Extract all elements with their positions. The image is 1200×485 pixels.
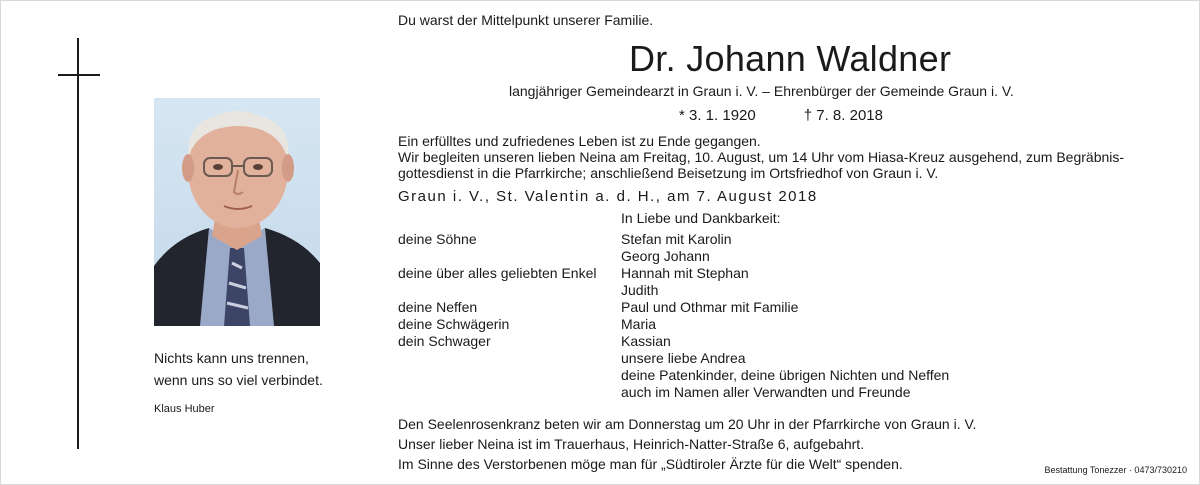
quote-line: wenn uns so viel verbindet. [154,372,323,388]
relation: deine Söhne [398,231,477,247]
mourner-names: Judith [621,282,659,298]
announcement-line: Ein erfülltes und zufriedenes Leben ist zu Ende gegangen. [398,133,761,149]
intro-line: Du warst der Mittelpunkt unserer Familie. [398,12,654,28]
mourner-names: Kassian [621,333,671,349]
portrait-illustration [154,98,320,326]
life-dates [679,108,883,124]
announcement-line: Wir begleiten unseren lieben Neina am Freitag, 10. August, um 14 Uhr vom Hiasa-Kreuz ausgehend, zum Begräbnis- [398,149,1125,165]
relation: deine über alles geliebten Enkel [398,265,597,281]
mourner-names: Georg Johann [621,248,710,264]
closing-line: Im Sinne des Verstorbenen möge man für „Südtiroler Ärzte für die Welt“ spenden. [398,456,903,472]
deceased-subtitle: langjähriger Gemeindearzt in Graun i. V. – Ehrenbürger der Gemeinde Graun i. V. [509,83,1014,99]
relation: deine Schwägerin [398,316,510,332]
mourner-names: Hannah mit Stephan [621,265,749,281]
funeral-home-footer: Bestattung Tonezzer · 0473/730210 [1044,465,1187,475]
place-date: Graun i. V., St. Valentin a. d. H., am 7. August 2018 [398,188,818,205]
announcement-text [398,133,1124,181]
closing-line: Unser lieber Neina ist im Trauerhaus, Heinrich-Natter-Straße 6, aufgebahrt. [398,436,865,452]
mourner-names: auch im Namen aller Verwandten und Freunde [621,384,911,400]
thanks-line: In Liebe und Dankbarkeit: [621,210,781,226]
mourner-names: deine Patenkinder, deine übrigen Nichten und Neffen [621,367,950,383]
closing-text [398,414,976,474]
quote-line: Nichts kann uns trennen, [154,350,309,366]
closing-line: Den Seelenrosenkranz beten wir am Donnerstag um 20 Uhr in der Pfarrkirche von Graun i. V. [398,416,977,432]
relation: dein Schwager [398,333,491,349]
relation: deine Neffen [398,299,478,315]
cross-icon-bar [58,74,100,76]
mourner-names: Paul und Othmar mit Familie [621,299,799,315]
mourner-names: Maria [621,316,657,332]
mourner-names: unsere liebe Andrea [621,350,746,366]
death-date: † 7. 8. 2018 [803,107,883,124]
cross-icon [77,38,79,449]
announcement-line: gottesdienst in die Pfarrkirche; anschließend Beisetzung im Ortsfriedhof von Graun i. V. [398,165,939,181]
portrait-photo [154,98,320,326]
birth-date: * 3. 1. 1920 [679,107,756,124]
quote-author: Klaus Huber [154,403,215,415]
deceased-name: Dr. Johann Waldner [629,38,952,79]
mourner-names: Stefan mit Karolin [621,231,732,247]
quote [154,347,323,391]
